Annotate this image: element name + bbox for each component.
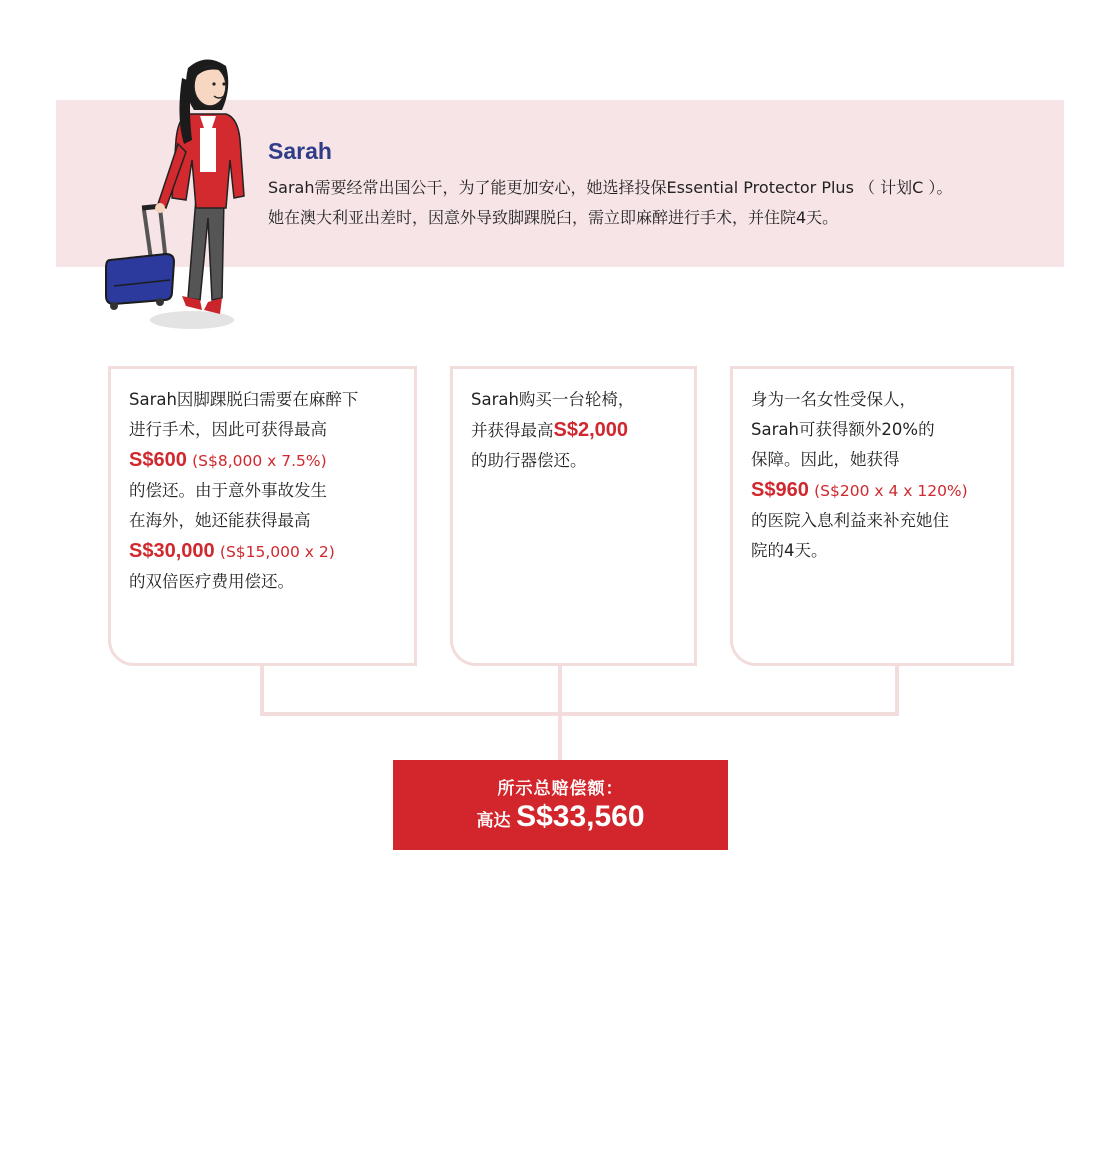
suitcase-icon: [106, 206, 174, 310]
card-amount-row: [129, 536, 404, 567]
hospital-income-calculation: (S$200 x 4 x 120%): [814, 482, 968, 500]
benefit-card-surgery: [108, 366, 417, 666]
card-text-line: 院的4天。: [751, 541, 828, 560]
connector-line: [260, 712, 899, 716]
profile-description: [268, 173, 1058, 233]
card-text-line: 的医院入息利益来补充她住: [751, 511, 949, 530]
card-text-line: 身为一名女性受保人，: [751, 390, 916, 409]
card-text-line: Sarah购买一台轮椅，: [471, 390, 635, 409]
surgery-amount: S$600: [129, 449, 187, 471]
card-text-line: 的双倍医疗费用偿还。: [129, 572, 294, 591]
connector-line: [558, 666, 562, 716]
card-text-line: Sarah因脚踝脱臼需要在麻醉下: [129, 390, 359, 409]
card-amount-row: [129, 445, 404, 476]
connector-line: [558, 712, 562, 760]
connector-line: [260, 666, 264, 716]
surgery-calculation: (S$8,000 x 7.5%): [192, 452, 327, 470]
card-text-line: 的助行器偿还。: [471, 451, 587, 470]
hospital-income-amount: S$960: [751, 479, 809, 501]
profile-description-line: 她在澳大利亚出差时，因意外导致脚踝脱臼，需立即麻醉进行手术，并住院4天。: [268, 208, 839, 227]
card-amount-row: [471, 415, 684, 446]
connector-line: [895, 666, 899, 716]
card-text-line: 的偿还。由于意外事故发生: [129, 481, 327, 500]
card-text-line: 进行手术，因此可获得最高: [129, 420, 327, 439]
card-amount-row: [751, 475, 1001, 506]
total-amount-row: [393, 800, 728, 834]
total-claim-box: [393, 760, 728, 850]
card-text-line: Sarah可获得额外20%的: [751, 420, 935, 439]
mobility-aid-amount: S$2,000: [553, 419, 629, 441]
total-label: 所示总赔偿额：: [497, 779, 624, 799]
medical-calculation: (S$15,000 x 2): [219, 543, 335, 561]
traveler-woman-illustration: [96, 48, 256, 338]
profile-description-line: Sarah需要经常出国公干，为了能更加安心，她选择投保Essential Protector Plus （ 计划C ）。: [268, 178, 953, 197]
benefit-card-hospital: [730, 366, 1014, 666]
total-amount: S$33,560: [516, 800, 645, 833]
total-prefix: 高达: [476, 811, 511, 831]
card-text-line: 保障。因此，她获得: [751, 450, 900, 469]
medical-amount: S$30,000: [129, 540, 215, 562]
card-text-line: 在海外，她还能获得最高: [129, 511, 311, 530]
card-text-prefix: 并获得最高: [471, 421, 554, 440]
benefit-card-wheelchair: [450, 366, 697, 666]
profile-name: Sarah: [268, 138, 332, 164]
